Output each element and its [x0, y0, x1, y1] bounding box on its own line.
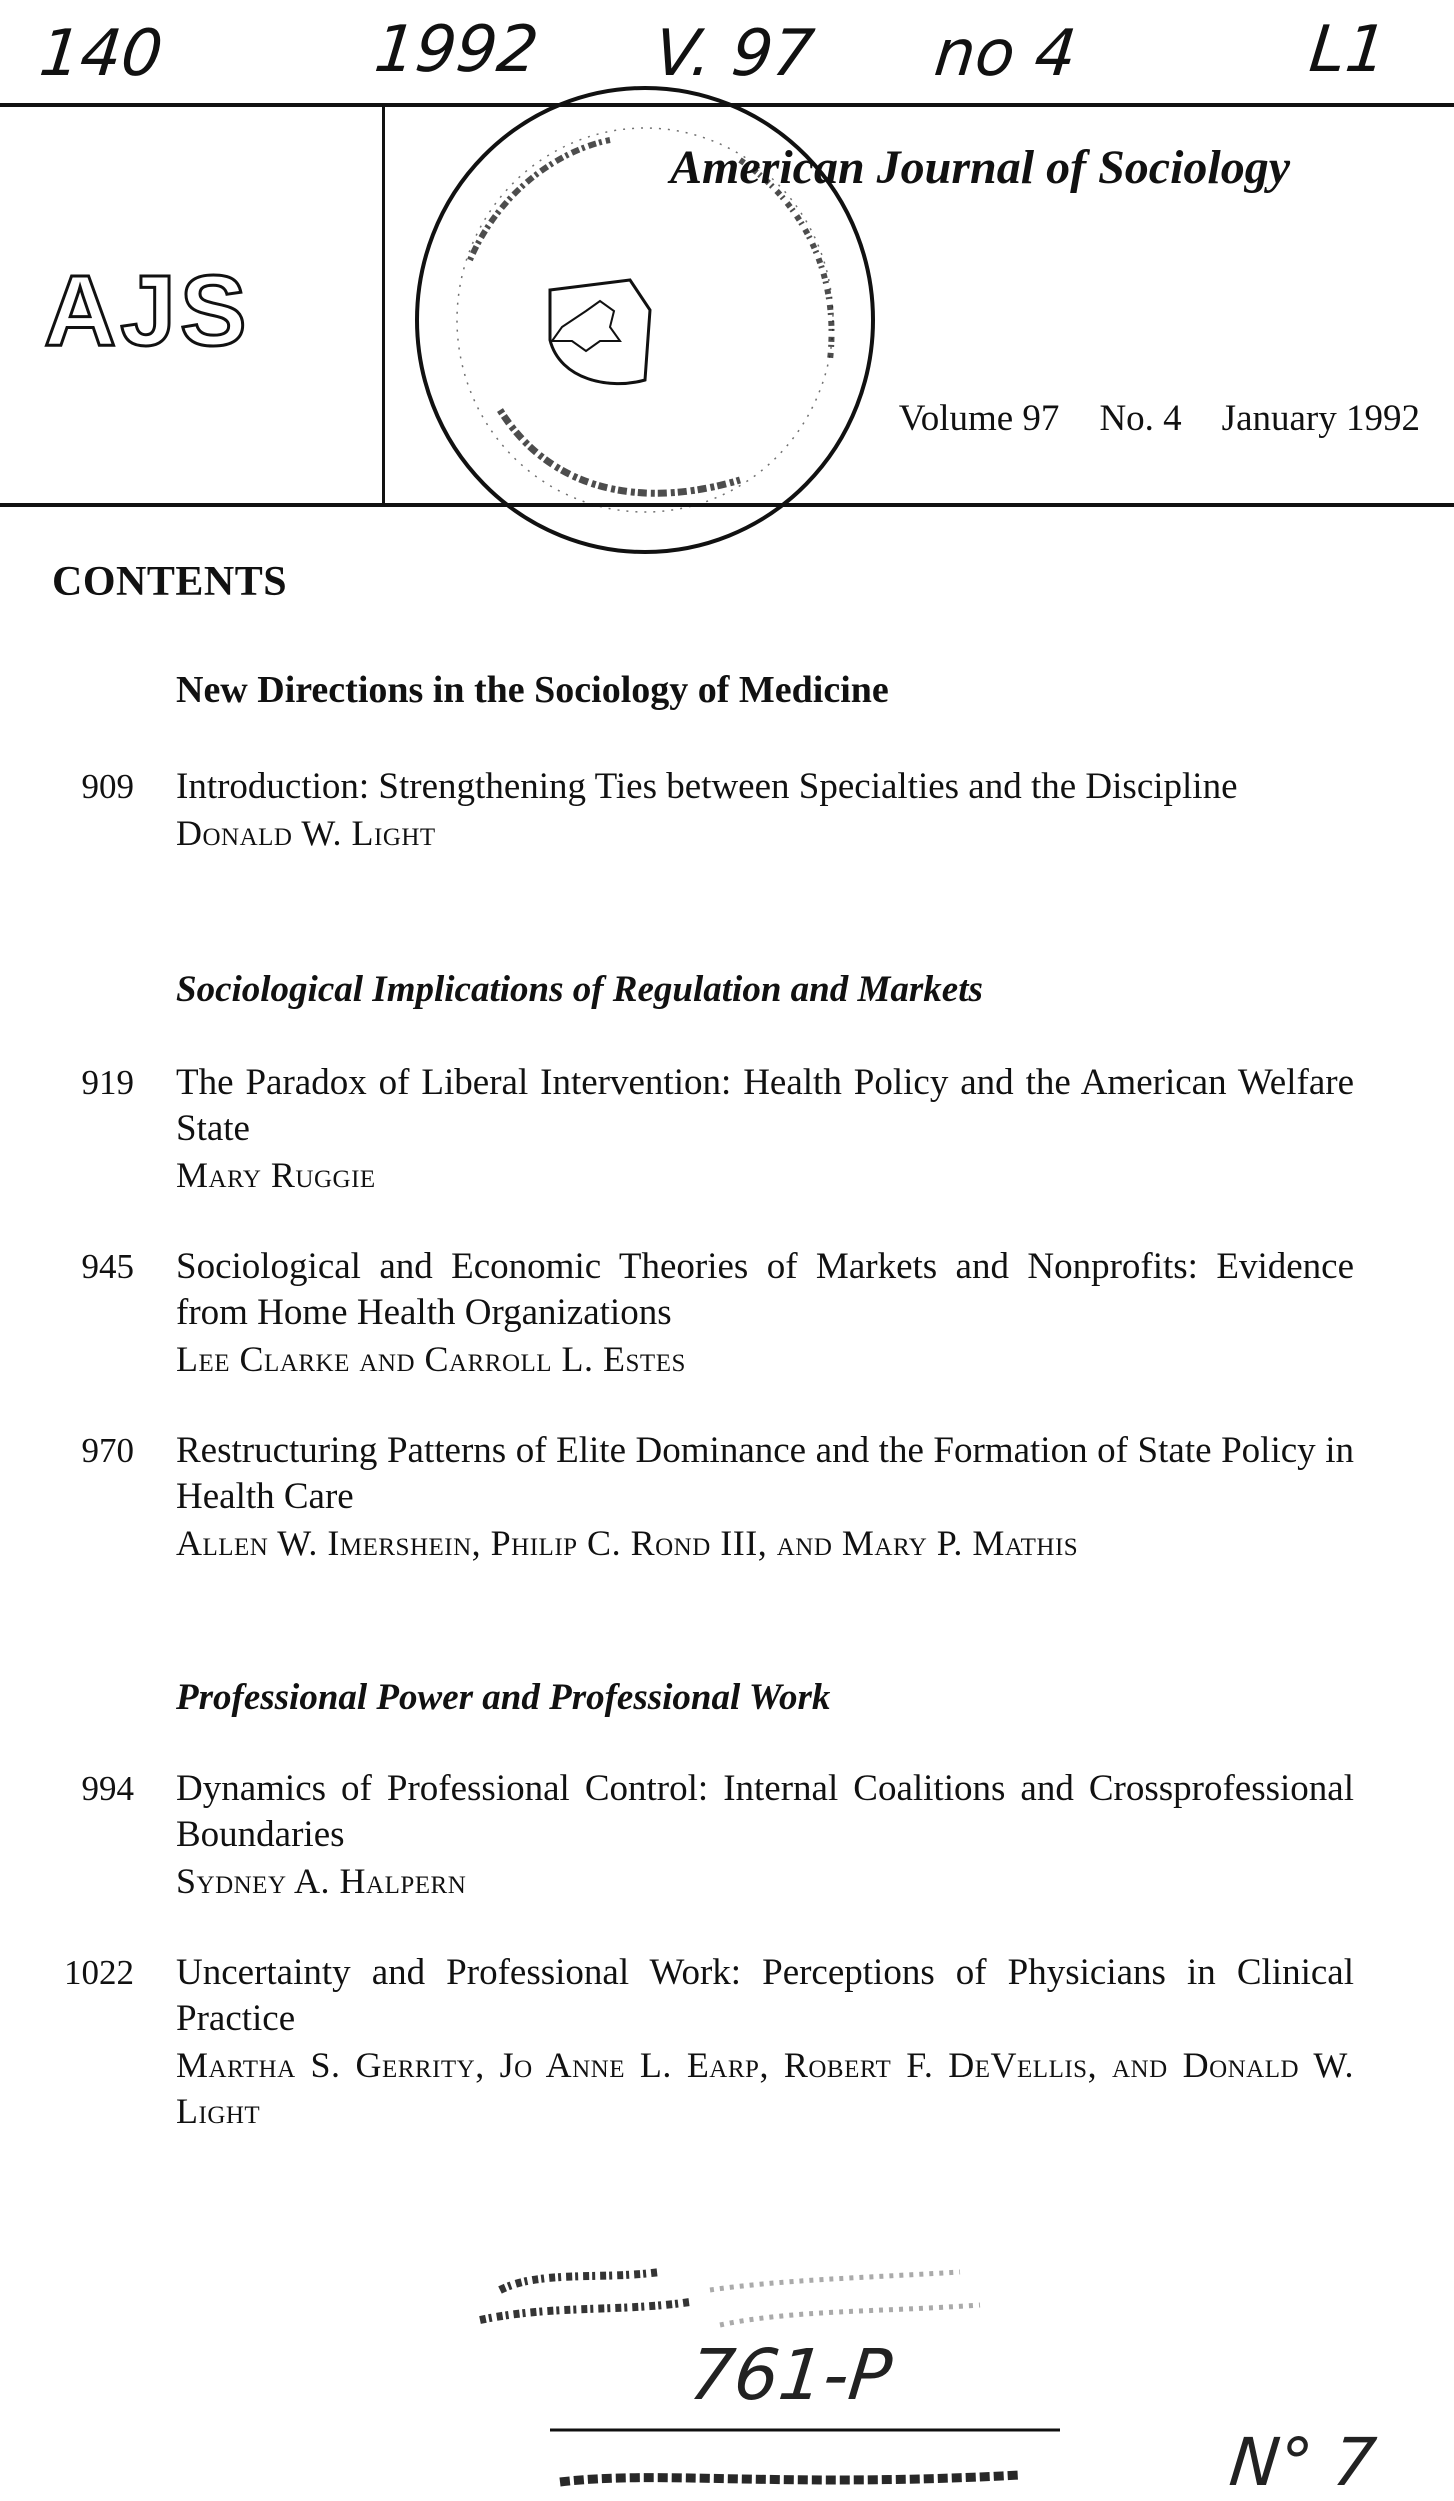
toc-entry-body [176, 1244, 1354, 1382]
toc-entry-body [176, 1766, 1354, 1904]
toc-entry-body [176, 1428, 1354, 1566]
toc-page-number: 945 [81, 1247, 134, 1286]
handwritten-number: no 4 [931, 17, 1080, 91]
section-heading-main: New Directions in the Sociology of Medicine [176, 669, 889, 711]
toc-article-title: Sociological and Economic Theories of Markets and Nonprofits: Evidence from Home Health Organizations [176, 1246, 1354, 1333]
toc-article-title: Dynamics of Professional Control: Internal Coalitions and Crossprofessional Boundaries [176, 1768, 1354, 1855]
toc-page-number: 994 [81, 1769, 134, 1808]
contents-heading: CONTENTS [52, 559, 288, 605]
toc-page-number: 909 [81, 767, 134, 806]
ajs-logo-text: AJS [44, 255, 251, 365]
issue-date: January 1992 [1221, 398, 1420, 439]
handwritten-year: 1992 [371, 13, 542, 87]
issue-volume: Volume 97 [898, 398, 1060, 439]
issue-number: No. 4 [1099, 398, 1182, 439]
stamp-corner-mark: N° 7 [1226, 2424, 1380, 2501]
toc-article-authors: Allen W. Imershein, Philip C. Rond III, and Mary P. Mathis [176, 1523, 1079, 1563]
toc-entry-body [176, 764, 1354, 856]
journal-title: American Journal of Sociology [670, 141, 1291, 194]
toc-article-authors: Donald W. Light [176, 813, 436, 853]
handwritten-volume: V. 97 [651, 17, 818, 91]
toc-article-authors: Mary Ruggie [176, 1155, 376, 1195]
toc-entry-body [176, 1950, 1354, 2134]
toc-article-title: Uncertainty and Professional Work: Perceptions of Physicians in Clinical Practice [176, 1952, 1354, 2039]
toc-page-number: 970 [81, 1431, 134, 1470]
header-divider [382, 105, 385, 505]
toc-page-number: 919 [81, 1063, 134, 1102]
toc-article-authors: Lee Clarke and Carroll L. Estes [176, 1339, 686, 1379]
toc-article-authors: Sydney A. Halpern [176, 1861, 467, 1901]
toc-article-title: Restructuring Patterns of Elite Dominance and the Formation of State Policy in Health Care [176, 1430, 1354, 1517]
toc-page-number: 1022 [64, 1953, 134, 1992]
issue-info [790, 397, 1420, 440]
subsection-heading-regulation: Sociological Implications of Regulation and Markets [176, 969, 983, 1010]
toc-article-title: Introduction: Strengthening Ties between Specialties and the Discipline [176, 766, 1238, 807]
stamp-accession-code: 761-P [685, 2334, 896, 2416]
ajs-logo [40, 255, 340, 365]
subsection-heading-professional: Professional Power and Professional Work [176, 1677, 831, 1718]
handwritten-mark: L1 [1306, 13, 1391, 87]
toc-article-authors: Martha S. Gerrity, Jo Anne L. Earp, Robert F. DeVellis, and Donald W. Light [176, 2045, 1354, 2131]
toc-entry-body [176, 1060, 1354, 1198]
handwritten-call-number: 140 [36, 17, 167, 91]
toc-article-title: The Paradox of Liberal Intervention: Health Policy and the American Welfare State [176, 1062, 1354, 1149]
